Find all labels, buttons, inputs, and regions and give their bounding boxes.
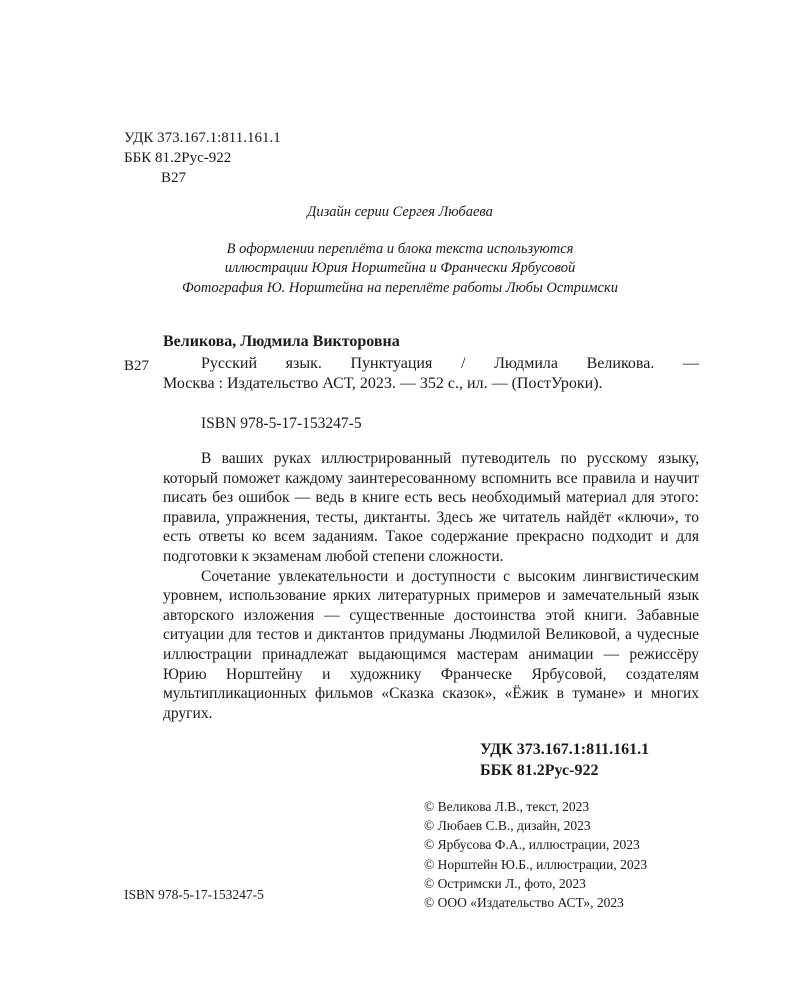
copyright-line: © Норштейн Ю.Б., иллюстрации, 2023 bbox=[424, 856, 648, 872]
bottom-bbk: ББК 81.2Рус-922 bbox=[480, 762, 599, 779]
annotation bbox=[163, 449, 699, 723]
author-sign: В27 bbox=[161, 170, 187, 186]
bottom-classification bbox=[480, 739, 649, 781]
bottom-udk: УДК 373.167.1:811.161.1 bbox=[480, 741, 650, 758]
catalog-code: В27 bbox=[124, 358, 150, 374]
annotation-paragraph-1: В ваших руках иллюстрированный путеводитель по русскому языку, который поможет каждому заинтересованному вспомнить все правила и научит писать без ошибок — ведь в книге есть весь необходимый материал для этого: правила, упражнения, тесты, диктанты. Здесь же читатель найдёт «ключи», то есть ответы ко всем заданиям. Такое содержание прекрасно подходит и для подготовки к экзаменам любой степени сложности. bbox=[163, 450, 699, 565]
author-heading: Великова, Людмила Викторовна bbox=[163, 333, 400, 350]
photo-credit: Фотография Ю. Норштейна на переплёте работы Любы Остримски bbox=[182, 280, 618, 296]
udk-code: УДК 373.167.1:811.161.1 bbox=[124, 130, 281, 146]
isbn-bottom: ISBN 978-5-17-153247-5 bbox=[124, 887, 264, 902]
copyright-line: © Ярбусова Ф.А., иллюстрации, 2023 bbox=[424, 837, 640, 853]
copyright-list bbox=[424, 797, 647, 912]
illustration-credits bbox=[0, 240, 800, 278]
classification-block bbox=[124, 128, 281, 188]
copyright-line: © ООО «Издательство АСТ», 2023 bbox=[424, 894, 624, 910]
copyright-line: © Остримски Л., фото, 2023 bbox=[424, 875, 586, 891]
illustration-credit-line-1: В оформлении переплёта и блока текста используются bbox=[226, 241, 574, 257]
bib-line-1: Русский язык. Пунктуация / Людмила Великова. — bbox=[201, 355, 699, 372]
bibliographic-description bbox=[163, 354, 699, 394]
illustration-credit-line-2: иллюстрации Юрия Норштейна и Франчески Ярбусовой bbox=[224, 260, 576, 276]
bib-line-2: Москва : Издательство АСТ, 2023. — 352 с., ил. — (ПостУроки). bbox=[163, 375, 603, 392]
copyright-line: © Великова Л.В., текст, 2023 bbox=[424, 799, 590, 814]
copyright-line: © Любаев С.В., дизайн, 2023 bbox=[424, 818, 591, 834]
bbk-code: ББК 81.2Рус-922 bbox=[124, 150, 232, 166]
annotation-paragraph-2: Сочетание увлекательности и доступности с высоким лингвистическим уровнем, использование ярких литературных примеров и замечательный язык авторского изложения — существенные достоинства этой книги. Забавные ситуации для тестов и диктантов придуманы Людмилой Великовой, а чудесные иллюстрации принадлежат выдающимся мастерам анимации — режиссёру Юрию Норштейну и художнику Франческе Ярбусовой, создателям мультипликационных фильмов «Сказка сказок», «Ёжик в тумане» и многих других. bbox=[163, 567, 699, 722]
series-design-credit: Дизайн серии Сергея Любаева bbox=[307, 204, 493, 220]
isbn: ISBN 978-5-17-153247-5 bbox=[201, 415, 362, 432]
